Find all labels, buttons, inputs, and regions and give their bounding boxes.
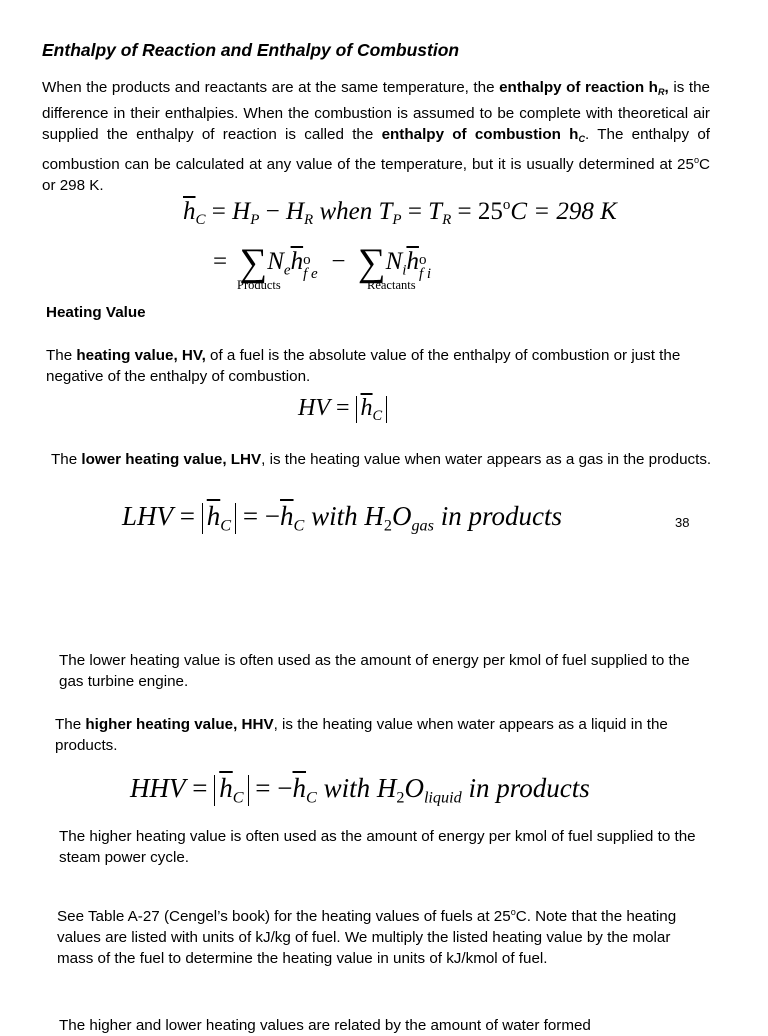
section-title: Enthalpy of Reaction and Enthalpy of Combustion (42, 40, 460, 60)
reactants-label: Reactants (367, 278, 416, 292)
table-reference-paragraph: See Table A-27 (Cengel’s book) for the heating values of fuels at 25$^o$C. Note that the heating values are listed with units of kJ/kg of fuel. We multiply the listed heating value by the molar mass of the fuel to determine the heating value in units of kJ/kmol of fuel. (57, 907, 677, 967)
term-lower-heating-value: lower heating value, LHV (81, 451, 262, 468)
lhv-equation: LHV = $\overline{h}_C = -\overline{h}_C$ with $H_2O_{gas}$ in products (122, 501, 562, 535)
sum-reactants-symbol: ∑ (357, 241, 386, 284)
enthalpy-of-combustion-equation: $\overline{h}_C = H_P - H_R$ when $T_P = T_R = 25^oC = 298$ K (183, 197, 617, 228)
higher-heating-value-paragraph: The higher heating value, HHV, is the heating value when water appears as a liquid in the products. (55, 716, 668, 754)
hhv-equation: HHV = $\overline{h}_C = -\overline{h}_C$ with $H_2O_{liquid}$ in products (130, 773, 590, 807)
term-higher-heating-value: higher heating value, HHV (85, 716, 274, 733)
term-heating-value: heating value, HV, (76, 347, 206, 364)
heating-value-equation: HV = $\overline{h}_C$ (298, 396, 387, 423)
heating-value-paragraph: The heating value, HV, of a fuel is the absolute value of the enthalpy of combustion or just the negative of the enthalpy of combustion. (46, 347, 681, 385)
lhv-usage-paragraph: The lower heating value is often used as the amount of energy per kmol of fuel supplied to the gas turbine engine. (59, 652, 690, 690)
term-enthalpy-of-reaction: enthalpy of reaction $h_R$, (499, 79, 669, 98)
sum-products-symbol: ∑ (239, 241, 268, 284)
hhv-usage-paragraph: The higher heating value is often used as the amount of energy per kmol of fuel supplied to the steam power cycle. (59, 828, 696, 866)
term-enthalpy-of-combustion: enthalpy of combustion $h_C$ (381, 126, 586, 145)
intro-paragraph: When the products and reactants are at the same temperature, the enthalpy of reaction $h_R$, is the difference in their enthalpies. When the combustion is assumed to be complete with theoretical air supplied the enthalpy of reaction is called the enthalpy of combustion $h_C$. The enthalpy of combustion can be calculated at any value of the temperature, but it is usually determined at 25$^o$C or 298 K. (42, 79, 710, 195)
heating-value-heading: Heating Value (46, 304, 146, 321)
summation-equation: = $\sum N_e\overline{h}$ o f e − $\sum N_i\overline{h}$ o f i (213, 241, 432, 284)
products-label: Products (237, 278, 281, 292)
page-number: 38 (675, 515, 690, 530)
cut-off-paragraph: The higher and lower heating values are related by the amount of water formed (59, 1017, 591, 1034)
lower-heating-value-paragraph: The lower heating value, LHV, is the heating value when water appears as a gas in the products. (51, 451, 712, 468)
